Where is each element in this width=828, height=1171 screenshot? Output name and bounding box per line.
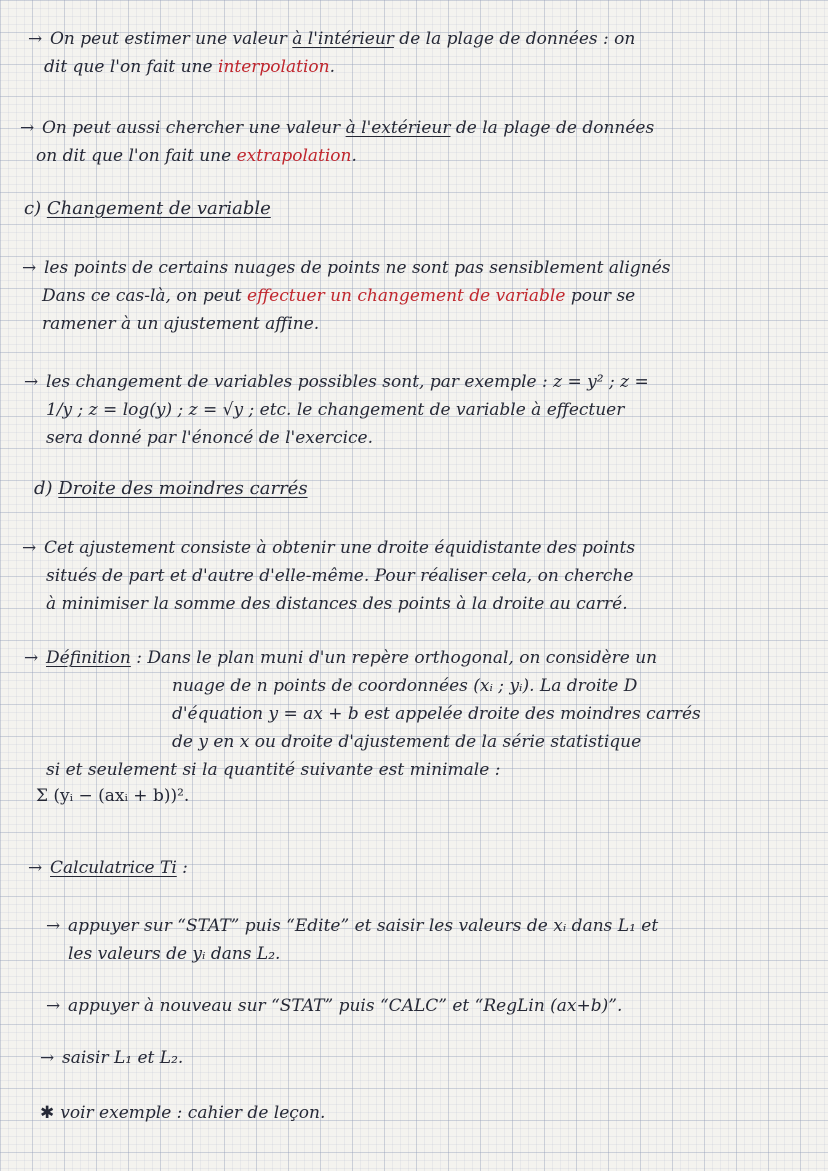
line-ajustement-1: → Cet ajustement consiste à obtenir une droite équidistante des points [22, 538, 636, 558]
line-stat-2: les valeurs de yᵢ dans L₂. [68, 944, 281, 964]
formula-sum: Σ (yᵢ − (axᵢ + b))². [36, 786, 190, 806]
calculatrice-heading: → Calculatrice Ti : [28, 858, 188, 878]
arrow-icon: → [24, 648, 39, 668]
term-extrapolation: extrapolation [236, 146, 352, 166]
definition-label: Définition [46, 648, 131, 668]
line-ajustement-3: à minimiser la somme des distances des points à la droite au carré. [46, 594, 628, 614]
line-saisir: → saisir L₁ et L₂. [40, 1048, 184, 1068]
line-calc: → appuyer à nouveau sur “STAT” puis “CALC” et “RegLin (ax+b)”. [46, 996, 623, 1016]
line-variables-1: → les changement de variables possibles sont, par exemple : z = y² ; z = [24, 372, 649, 392]
line-ajustement-2: situés de part et d'autre d'elle-même. Pour réaliser cela, on cherche [46, 566, 634, 586]
arrow-icon: → [22, 538, 37, 558]
arrow-icon: → [46, 996, 61, 1016]
line-changement-1: → les points de certains nuages de points ne sont pas sensiblement alignés [22, 258, 671, 278]
arrow-icon: → [20, 118, 35, 138]
term-changement-variable: effectuer un changement de variable [247, 286, 566, 306]
line-extrapolation-2: on dit que l'on fait une extrapolation. [36, 146, 357, 166]
line-changement-2: Dans ce cas-là, on peut effectuer un changement de variable pour se [42, 286, 636, 306]
term-interpolation: interpolation [218, 57, 330, 77]
line-definition-1: → Définition : Dans le plan muni d'un repère orthogonal, on considère un [24, 648, 658, 668]
line-definition-3: d'équation y = ax + b est appelée droite des moindres carrés [172, 704, 701, 724]
arrow-icon: → [46, 916, 61, 936]
arrow-icon: → [28, 29, 43, 49]
line-interpolation-2: dit que l'on fait une interpolation. [44, 57, 335, 77]
section-heading-d: d) Droite des moindres carrés [34, 478, 308, 499]
line-variables-2: 1/y ; z = log(y) ; z = √y ; etc. le changement de variable à effectuer [46, 400, 625, 420]
line-extrapolation-1: → On peut aussi chercher une valeur à l'extérieur de la plage de données [20, 118, 655, 138]
calculatrice-label: Calculatrice Ti [50, 858, 177, 878]
line-changement-3: ramener à un ajustement affine. [42, 314, 320, 334]
section-title: Droite des moindres carrés [58, 478, 308, 499]
line-definition-4: de y en x ou droite d'ajustement de la série statistique [172, 732, 642, 752]
asterisk-icon: ✱ [40, 1103, 55, 1123]
line-stat-1: → appuyer sur “STAT” puis “Edite” et saisir les valeurs de xᵢ dans L₁ et [46, 916, 659, 936]
line-definition-2: nuage de n points de coordonnées (xᵢ ; yᵢ). La droite D [172, 676, 638, 696]
section-heading-c: c) Changement de variable [24, 198, 271, 219]
section-title: Changement de variable [46, 198, 271, 219]
line-interpolation-1: → On peut estimer une valeur à l'intérieur de la plage de données : on [28, 29, 636, 49]
line-definition-5: si et seulement si la quantité suivante est minimale : [46, 760, 501, 780]
arrow-icon: → [40, 1048, 55, 1068]
arrow-icon: → [22, 258, 37, 278]
arrow-icon: → [24, 372, 39, 392]
line-variables-3: sera donné par l'énoncé de l'exercice. [46, 428, 374, 448]
line-voir-exemple: ✱ voir exemple : cahier de leçon. [40, 1103, 326, 1123]
arrow-icon: → [28, 858, 43, 878]
